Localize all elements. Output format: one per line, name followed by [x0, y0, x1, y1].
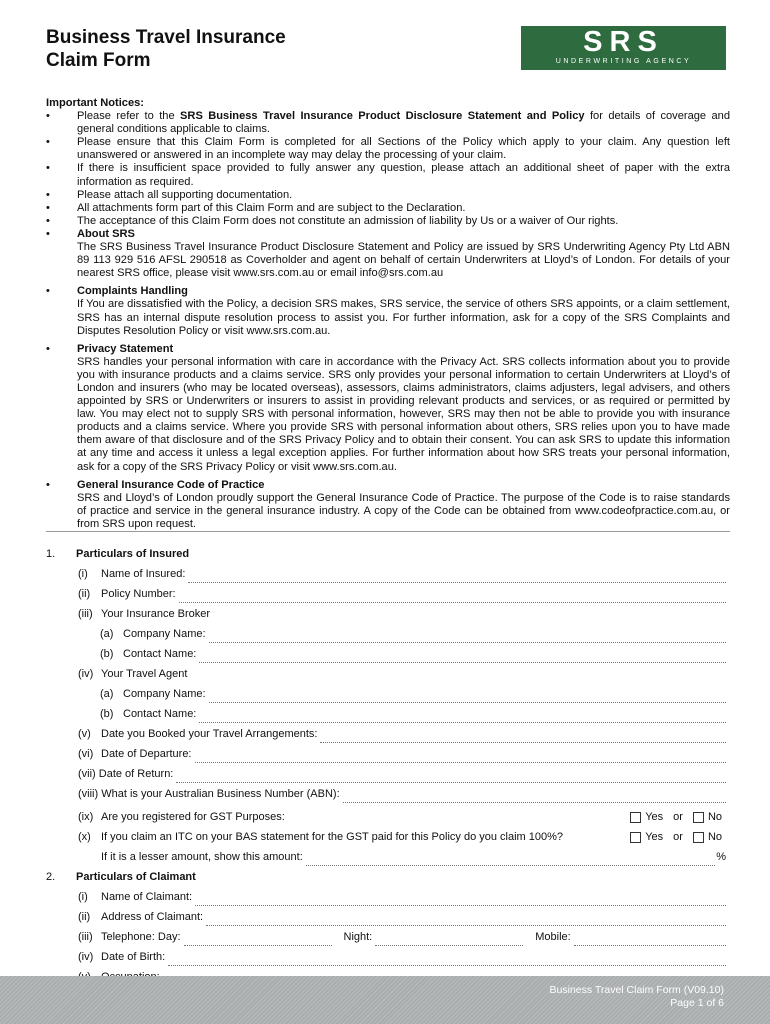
item-number: (vi) [78, 748, 94, 760]
no-label: No [707, 831, 722, 843]
complaints-text: If You are dissatisfied with the Policy, a decision SRS makes, SRS service, the service of others SRS appoints, or a claim settlement, SRS has an internal dispute resolution process to assist you. For further information, ask for a copy of the SRS Complaints and Disputes Resolution Policy or visit www.srs.com.au. [77, 298, 730, 337]
return-date-field[interactable] [176, 768, 726, 783]
name-of-claimant-row [78, 887, 726, 907]
important-notices [46, 97, 730, 531]
notices-list [46, 110, 730, 531]
notice-item [46, 110, 730, 136]
notice-text: Please refer to the [77, 110, 181, 123]
itc-no-checkbox[interactable] [693, 832, 704, 843]
item-number: (iv) [78, 951, 94, 963]
field-label: If it is a lesser amount, show this amount: [101, 851, 303, 863]
section-1-heading [46, 544, 726, 564]
no-label: No [707, 811, 722, 823]
field-label: Date of Birth: [101, 951, 166, 963]
privacy-heading: Privacy Statement [77, 342, 174, 355]
gst-yes-checkbox[interactable] [630, 812, 641, 823]
logo-subtext: UNDERWRITING AGENCY [555, 58, 692, 65]
telephone-mobile-field[interactable] [574, 931, 726, 946]
item-number: (x) [78, 831, 91, 843]
section-2-heading [46, 867, 726, 887]
booking-date-row [78, 724, 726, 744]
agent-company-row [100, 684, 726, 704]
field-label: Name of Claimant: [101, 891, 193, 903]
gst-yes-no [630, 807, 722, 827]
yes-label: Yes [645, 811, 664, 823]
about-heading: About SRS [77, 227, 135, 240]
item-number: (iii) [78, 608, 93, 620]
item-number: (b) [100, 708, 114, 720]
code-heading: General Insurance Code of Practice [77, 478, 265, 491]
field-label: (vii) Date of Return: [78, 768, 174, 780]
notice-item: • All attachments form part of this Claim Form and are subject to the Declaration. [46, 202, 730, 215]
abn-row [78, 784, 726, 804]
field-label: Your Travel Agent [101, 668, 188, 680]
field-label: Your Insurance Broker [101, 608, 211, 620]
departure-date-row [78, 744, 726, 764]
about-text: The SRS Business Travel Insurance Product Disclosure Statement and Policy are issued by SRS Underwriting Agency Pty Ltd ABN 89 113 929 516 AFSL 290518 as Coverholder and agent on behalf of certain Underwriters at Lloyd’s of London. For details of your nearest SRS office, please visit www.srs.com.au or email info@srs.com.au [77, 241, 730, 280]
itc-yes-no [630, 827, 722, 847]
agent-contact-field[interactable] [199, 708, 726, 723]
abn-field[interactable] [343, 788, 726, 803]
notice-item: • The acceptance of this Claim Form does not constitute an admission of liability by Us or a waiver of Our rights. [46, 215, 730, 228]
notice-privacy [46, 343, 730, 474]
section-divider [46, 531, 730, 532]
yes-label: Yes [645, 831, 664, 843]
field-label: Date of Departure: [101, 748, 192, 760]
field-label: Name of Insured: [101, 568, 186, 580]
page-number: Page 1 of 6 [670, 997, 724, 1009]
notice-text: for details of coverage and general conditions applicable to claims. [77, 110, 730, 136]
item-number: (iv) [78, 668, 94, 680]
agent-contact-row [100, 704, 726, 724]
percent-sign: % [716, 851, 726, 863]
field-label: Address of Claimant: [101, 911, 204, 923]
name-of-insured-field[interactable] [188, 568, 726, 583]
item-number: (iii) [78, 931, 93, 943]
page-title [46, 26, 286, 72]
field-label: Contact Name: [123, 648, 197, 660]
notice-about-srs [46, 228, 730, 280]
title-line-2: Claim Form [46, 50, 151, 71]
broker-contact-row [100, 644, 726, 664]
field-label: Date you Booked your Travel Arrangements: [101, 728, 318, 740]
travel-agent-row [78, 664, 726, 684]
notice-item: • Please attach all supporting documentation. [46, 189, 730, 202]
item-number: (b) [100, 648, 114, 660]
form-version: Business Travel Claim Form (V09.10) [549, 984, 724, 996]
address-of-claimant-row [78, 907, 726, 927]
telephone-night-field[interactable] [375, 931, 523, 946]
notice-complaints [46, 285, 730, 337]
booking-date-field[interactable] [320, 728, 726, 743]
notice-item: • If there is insufficient space provided to fully answer any question, please attach an additional sheet of paper with the extra information as required. [46, 162, 730, 188]
field-label: Are you registered for GST Purposes: [101, 811, 285, 823]
insurance-broker-row [78, 604, 726, 624]
broker-company-row [100, 624, 726, 644]
field-label: (viii) What is your Australian Business Number (ABN): [78, 788, 340, 800]
agent-company-field[interactable] [209, 688, 726, 703]
telephone-day-field[interactable] [184, 931, 332, 946]
item-number: (ii) [78, 911, 91, 923]
item-number: (a) [100, 688, 114, 700]
policy-number-field[interactable] [179, 588, 726, 603]
notice-bold-text: SRS Business Travel Insurance Product Disclosure Statement and Policy [180, 110, 585, 123]
lesser-amount-field[interactable] [306, 851, 715, 866]
name-of-insured-row [78, 564, 726, 584]
date-of-birth-field[interactable] [168, 951, 726, 966]
return-date-row [78, 764, 726, 784]
privacy-text: SRS handles your personal information with care in accordance with the Privacy Act. SRS collects information about you to provide you with insurance products and a claims service. SRS only provides your personal information to certain Underwriters at Lloyd’s of London and insurers (who may be located overseas), assessors, claims administrators, claims adjusters, legal advisers, and others appointed by SRS or Underwriters or insurers to assist in providing relevant products and services, or as required or permitted by law. You may elect not to supply SRS with personal information, however, SRS may then not be able to provide you with insurance products and a claims service. Where you provide SRS with personal information about others, SRS relies upon you to have made them aware of that disclosure and of the SRS Privacy Policy and to obtain their consent. You can ask SRS to update this information at any time and access it unless a legal exception applies. For further information about how SRS treats your personal information, ask for a copy of the SRS Privacy Policy or visit www.srs.com.au. [77, 355, 730, 473]
or-label: or [673, 831, 683, 843]
item-number: (ix) [78, 811, 94, 823]
item-number: (i) [78, 891, 88, 903]
notices-heading: Important Notices: [46, 97, 145, 109]
gst-registered-row [78, 807, 726, 827]
item-number: (ii) [78, 588, 91, 600]
complaints-heading: Complaints Handling [77, 285, 188, 298]
claim-form [46, 544, 726, 987]
item-number: (i) [78, 568, 88, 580]
section-title: Particulars of Claimant [76, 871, 196, 883]
section-title: Particulars of Insured [76, 548, 190, 560]
field-label: Policy Number: [101, 588, 176, 600]
title-line-1: Business Travel Insurance [46, 27, 286, 48]
srs-logo [521, 26, 726, 70]
item-number: (a) [100, 628, 114, 640]
section-number: 2. [46, 871, 56, 883]
footer-text [550, 984, 724, 1010]
broker-company-field[interactable] [209, 628, 726, 643]
date-of-birth-row [78, 947, 726, 967]
notice-code-of-practice [46, 479, 730, 531]
page-footer [0, 976, 770, 1024]
code-text: SRS and Lloyd’s of London proudly support the General Insurance Code of Practice. The purpose of the Code is to raise standards of practice and service in the general insurance industry. A copy of the Code can be obtained from www.codeofpractice.com.au, or from SRS upon request. [77, 491, 730, 530]
address-of-claimant-field[interactable] [206, 911, 726, 926]
lesser-amount-row [101, 847, 726, 867]
field-label: Night: [343, 931, 373, 943]
broker-contact-field[interactable] [199, 648, 726, 663]
logo-text: SRS [583, 26, 664, 58]
field-label: Company Name: [123, 688, 206, 700]
policy-number-row [78, 584, 726, 604]
gst-no-checkbox[interactable] [693, 812, 704, 823]
section-number: 1. [46, 548, 56, 560]
item-number: (v) [78, 728, 91, 740]
field-label: If you claim an ITC on your BAS statement for the GST paid for this Policy do you claim 100%? [101, 831, 564, 843]
field-label: Company Name: [123, 628, 206, 640]
field-label: Contact Name: [123, 708, 197, 720]
notice-item: • Please ensure that this Claim Form is completed for all Sections of the Policy which apply to your claim. Any question left unanswered or answered in an incomplete way may delay the processing of your claim. [46, 136, 730, 162]
itc-claim-row [78, 827, 726, 847]
telephone-row [78, 927, 726, 947]
field-label: Mobile: [535, 931, 571, 943]
or-label: or [673, 811, 683, 823]
departure-date-field[interactable] [195, 748, 727, 763]
name-of-claimant-field[interactable] [195, 891, 726, 906]
field-label: Telephone: Day: [101, 931, 181, 943]
itc-yes-checkbox[interactable] [630, 832, 641, 843]
